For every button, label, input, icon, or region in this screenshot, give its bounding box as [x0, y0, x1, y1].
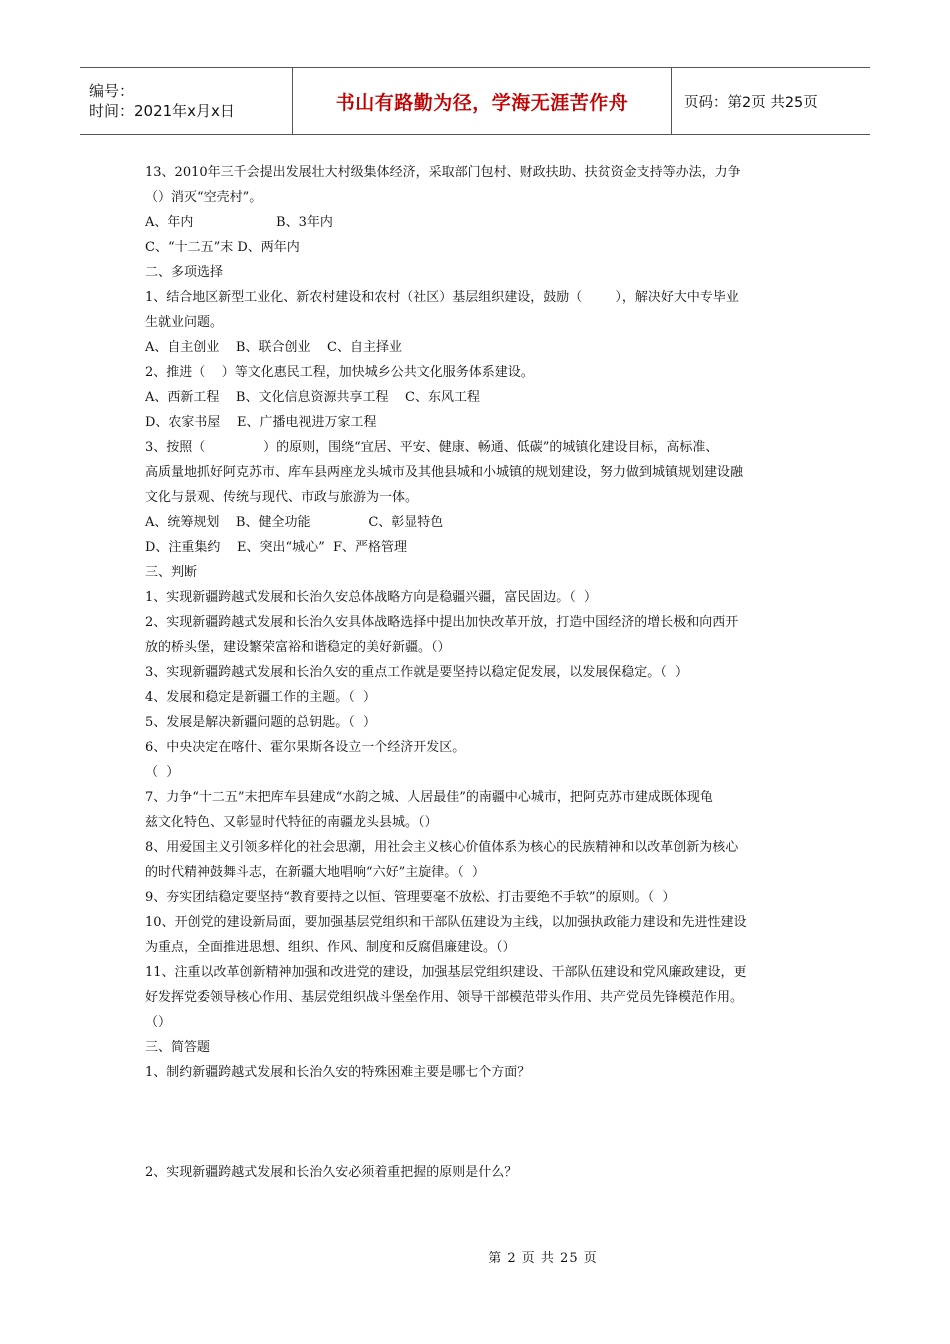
page-header — [80, 67, 870, 135]
footer-page-number: 第 2 页 共 25 页 — [488, 1251, 598, 1266]
text-line: 兹文化特色、又彰显时代特征的南疆龙头县城。（） — [145, 815, 438, 830]
text-line: 高质量地抓好阿克苏市、库车县两座龙头城市及其他县城和小城镇的规划建设，努力做到城镇规划建设融 — [145, 465, 744, 480]
section-heading: 三、简答题 — [145, 1040, 211, 1055]
header-meta — [80, 68, 293, 135]
text-line: D、农家书屋 E、广播电视进万家工程 — [145, 415, 377, 430]
section-heading: 三、判断 — [145, 565, 198, 580]
text-line: 2、推进（ ）等文化惠民工程，加快城乡公共文化服务体系建设。 — [145, 365, 534, 380]
text-line: 2、实现新疆跨越式发展和长治久安必须着重把握的原则是什么？ — [145, 1165, 518, 1180]
text-line: （ ） — [145, 765, 180, 780]
document-body — [145, 160, 805, 1185]
text-line: A、自主创业 B、联合创业 C、自主择业 — [145, 340, 402, 355]
page-footer — [0, 1247, 950, 1266]
text-line: 3、实现新疆跨越式发展和长治久安的重点工作就是要坚持以稳定促发展，以发展保稳定。（ ） — [145, 665, 689, 680]
header-motto-cell — [293, 68, 672, 135]
text-line: 文化与景观、传统与现代、市政与旅游为一体。 — [145, 490, 419, 505]
text-line: （）消灭“空壳村”。 — [145, 190, 263, 205]
text-line: 7、力争“十二五”末把库车县建成“水韵之城、人居最佳”的南疆中心城市，把阿克苏市建成既体现龟 — [145, 790, 713, 805]
text-line: 生就业问题。 — [145, 315, 224, 330]
answer-space — [145, 1085, 805, 1110]
text-line: 11、注重以改革创新精神加强和改进党的建设，加强基层党组织建设、干部队伍建设和党风廉政建设，更 — [145, 965, 747, 980]
header-page-label: 页码：第2页 共25页 — [672, 68, 871, 135]
text-line: 13、2010年三千会提出发展壮大村级集体经济，采取部门包村、财政扶助、扶贫资金支持等办法，力争 — [145, 165, 741, 180]
text-line: （） — [145, 1015, 172, 1030]
text-line: 4、发展和稳定是新疆工作的主题。（ ） — [145, 690, 377, 705]
text-line: 3、按照（ ）的原则，围绕“宜居、平安、健康、畅通、低碳”的城镇化建设目标，高标准、 — [145, 440, 719, 455]
text-line: 好发挥党委领导核心作用、基层党组织战斗堡垒作用、领导干部模范带头作用、共产党员先锋模范作用。 — [145, 990, 744, 1005]
text-line: 1、实现新疆跨越式发展和长治久安总体战略方向是稳疆兴疆，富民固边。（ ） — [145, 590, 598, 605]
answer-space — [145, 1110, 805, 1135]
answer-space — [145, 1135, 805, 1160]
text-line: 为重点，全面推进思想、组织、作风、制度和反腐倡廉建设。（） — [145, 940, 516, 955]
date-label: 时间：2021年x月x日 — [89, 102, 235, 120]
text-line: 1、结合地区新型工业化、新农村建设和农村（社区）基层组织建设，鼓励（ ），解决好大中专毕业 — [145, 290, 739, 305]
text-line: 2、实现新疆跨越式发展和长治久安具体战略选择中提出加快改革开放，打造中国经济的增长极和向西开 — [145, 615, 739, 630]
text-line: A、西新工程 B、文化信息资源共享工程 C、东风工程 — [145, 390, 480, 405]
text-line: 8、用爱国主义引领多样化的社会思潮，用社会主义核心价值体系为核心的民族精神和以改革创新为核心 — [145, 840, 739, 855]
text-line: 的时代精神鼓舞斗志，在新疆大地唱响“六好”主旋律。（ ） — [145, 865, 486, 880]
serial-label: 编号： — [89, 82, 135, 100]
text-line: 10、开创党的建设新局面，要加强基层党组织和干部队伍建设为主线，以加强执政能力建设和先进性建设 — [145, 915, 747, 930]
text-line: A、统筹规划 B、健全功能 C、彰显特色 — [145, 515, 444, 530]
text-line: A、年内 B、3年内 — [145, 215, 333, 230]
text-line: 6、中央决定在喀什、霍尔果斯各设立一个经济开发区。 — [145, 740, 466, 755]
section-heading: 二、多项选择 — [145, 265, 224, 280]
text-line: 9、夯实团结稳定要坚持“教育要持之以恒、管理要毫不放松、打击要绝不手软”的原则。（ ） — [145, 890, 676, 905]
text-line: 1、制约新疆跨越式发展和长治久安的特殊困难主要是哪七个方面？ — [145, 1065, 531, 1080]
text-line: 放的桥头堡，建设繁荣富裕和谐稳定的美好新疆。（） — [145, 640, 451, 655]
text-line: C、“十二五”末 D、两年内 — [145, 240, 300, 255]
text-line: 5、发展是解决新疆问题的总钥匙。（ ） — [145, 715, 377, 730]
header-motto: 书山有路勤为径，学海无涯苦作舟 — [335, 91, 629, 114]
text-line: D、注重集约 E、突出“城心” F、严格管理 — [145, 540, 408, 555]
